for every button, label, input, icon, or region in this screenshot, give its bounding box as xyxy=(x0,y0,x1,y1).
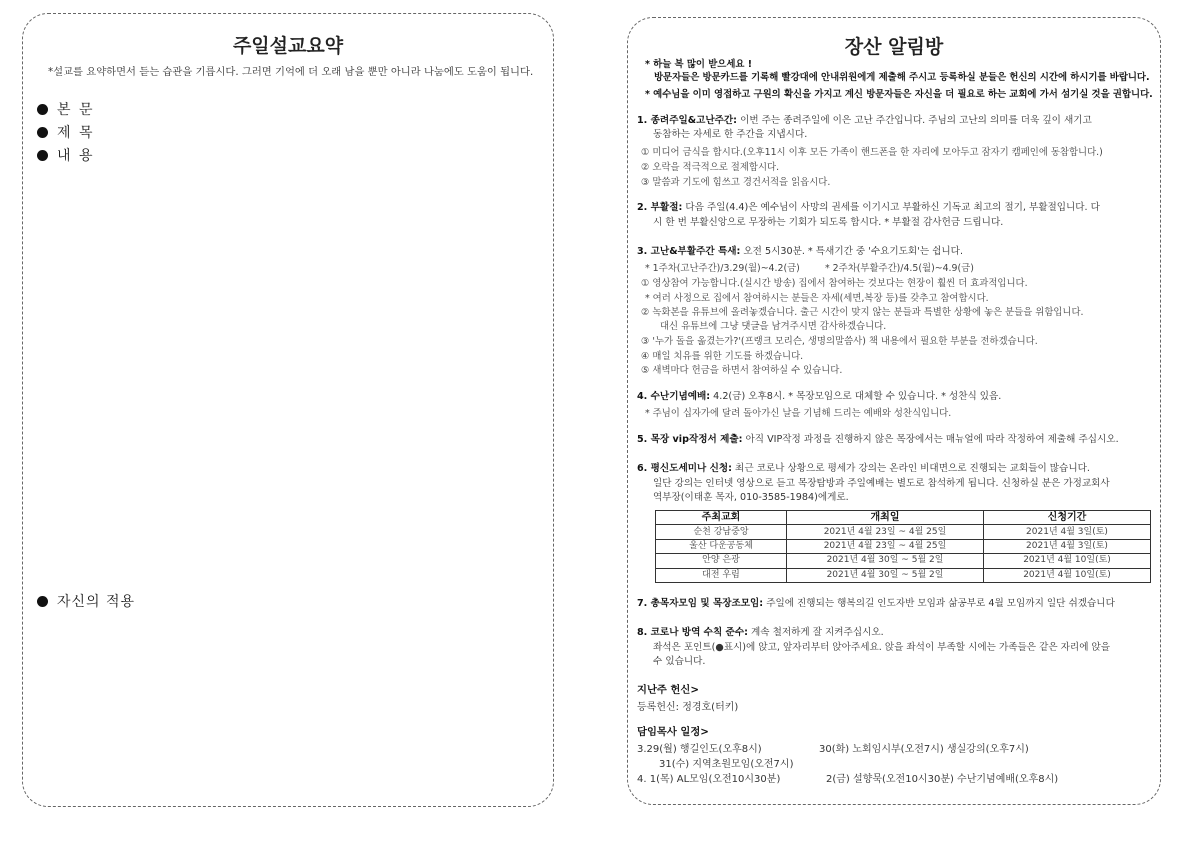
section-3-item-2-note: 대신 유튜브에 그냥 댓글을 남겨주시면 감사하겠습니다. xyxy=(660,321,887,332)
table-row xyxy=(656,539,1151,553)
section-3-item-1-note: * 여러 사정으로 집에서 참여하시는 분들은 자세(세면,복장 등)를 갖추고 참여합시다. xyxy=(645,293,989,304)
welcome-notice-2: 방문자들은 방문카드를 기록해 빨강대에 안내위원에게 제출해 주시고 등록하실 분들은 헌신의 시간에 하시기를 바랍니다. xyxy=(654,72,1150,83)
section-3 xyxy=(637,245,963,260)
section-6 xyxy=(637,462,1090,477)
table-row xyxy=(656,525,1151,539)
section-2-line-2: 시 한 번 부활신앙으로 무장하는 기회가 되도록 합시다. * 부활절 감사헌금 드립니다. xyxy=(653,217,1004,228)
section-7 xyxy=(637,597,1115,612)
section-4 xyxy=(637,390,1001,405)
schedule-row-3b: 2(금) 설향묵(오전10시30분) 수난기념예배(오후8시) xyxy=(826,774,1059,785)
section-3-line-1: 오전 5시30분. * 특새기간 중 '수요기도회'는 쉽니다. xyxy=(743,246,964,257)
section-3-item-3: ③ '누가 돌을 옮겼는가?'(프랭크 모리슨, 생명의말씀사) 책 내용에서 필요한 부분을 전하겠습니다. xyxy=(641,336,1038,347)
bullet-icon xyxy=(37,127,48,138)
section-1-line-1: 이번 주는 종려주일에 이은 고난 주간입니다. 주님의 고난의 의미를 더욱 깊이 새기고 xyxy=(740,115,1092,126)
table-cell: 2021년 4월 23일 ~ 4월 25일 xyxy=(787,525,984,539)
field-application: 자신의 적용 xyxy=(37,591,135,611)
sermon-summary-title: 주일설교요약 xyxy=(232,35,344,57)
section-1-item-2: ② 오락을 적극적으로 절제합시다. xyxy=(641,162,780,173)
table-header-deadline: 신청기간 xyxy=(984,511,1151,525)
offering-heading: 지난주 헌신> xyxy=(637,684,699,696)
section-1 xyxy=(637,114,1092,129)
section-8 xyxy=(637,626,884,641)
table-cell: 2021년 4월 10일(토) xyxy=(984,554,1151,568)
section-5-line-1: 아직 VIP작정 과정을 진행하지 않은 목장에서는 매뉴얼에 따라 작정하여 제출해 주십시오. xyxy=(745,434,1119,445)
visitor-notice: * 예수님을 이미 영접하고 구원의 확신을 가지고 계신 방문자들은 자신을 더 필요로 하는 교회에 가서 섬기실 것을 권합니다. xyxy=(645,89,1153,100)
table-row xyxy=(656,554,1151,568)
schedule-row-1a: 3.29(월) 행길인도(오후8시) xyxy=(637,744,762,755)
sermon-summary-panel xyxy=(22,13,554,807)
section-8-heading: 8. 코로나 방역 수칙 준수: xyxy=(637,627,748,638)
section-5 xyxy=(637,433,1119,448)
section-3-item-2: ② 녹화본을 유튜브에 올려놓겠습니다. 출근 시간이 맞지 않는 분들과 특별한 상황에 놓은 분들을 위함입니다. xyxy=(641,307,1084,318)
section-6-line-1: 최근 코로나 상황으로 평세가 강의는 온라인 비대면으로 진행되는 교회들이 많습니다. xyxy=(735,463,1090,474)
section-5-heading: 5. 목장 vip작정서 제출: xyxy=(637,434,743,445)
section-4-heading: 4. 수난기념예배: xyxy=(637,391,711,402)
schedule-heading: 담임목사 일정> xyxy=(637,726,709,738)
section-7-heading: 7. 총목자모임 및 목장조모임: xyxy=(637,598,764,609)
schedule-row-2: 31(수) 지역초원모임(오전7시) xyxy=(659,759,794,770)
section-3-week-2: * 2주차(부활주간)/4.5(월)~4.9(금) xyxy=(825,263,974,274)
table-header-dates: 개최일 xyxy=(787,511,984,525)
section-6-line-3: 역부장(이태훈 목자, 010-3585-1984)에게로. xyxy=(653,492,849,503)
seminar-table xyxy=(655,510,1151,583)
bullet-icon xyxy=(37,104,48,115)
section-1-heading: 1. 종려주일&고난주간: xyxy=(637,115,738,126)
table-cell: 울산 다운공동체 xyxy=(656,539,787,553)
section-1-item-3: ③ 말씀과 기도에 힘쓰고 경건서적을 읽읍시다. xyxy=(641,177,831,188)
section-3-item-1: ① 영상참여 가능합니다.(실시간 방송) 집에서 참여하는 것보다는 현장이 훨씬 더 효과적입니다. xyxy=(641,278,1028,289)
table-cell: 2021년 4월 3일(토) xyxy=(984,525,1151,539)
table-cell: 2021년 4월 3일(토) xyxy=(984,539,1151,553)
table-cell: 2021년 4월 30일 ~ 5월 2일 xyxy=(787,568,984,582)
table-cell: 안양 은광 xyxy=(656,554,787,568)
table-cell: 2021년 4월 23일 ~ 4월 25일 xyxy=(787,539,984,553)
section-3-week-1: * 1주차(고난주간)/3.29(월)~4.2(금) xyxy=(645,263,800,274)
field-title: 제 목 xyxy=(37,122,95,142)
table-cell: 대전 우림 xyxy=(656,568,787,582)
section-2-line-1: 다음 주일(4.4)은 예수님이 사망의 권세를 이기시고 부활하신 기독교 최고의 절기, 부활절입니다. 다 xyxy=(685,202,1100,213)
section-3-item-4: ④ 매일 치유를 위한 기도를 하겠습니다. xyxy=(641,351,804,362)
table-cell: 순천 강남중앙 xyxy=(656,525,787,539)
section-3-heading: 3. 고난&부활주간 특새: xyxy=(637,246,741,257)
field-content: 내 용 xyxy=(37,145,95,165)
section-3-item-5: ⑤ 새벽마다 헌금을 하면서 참여하실 수 있습니다. xyxy=(641,365,843,376)
table-cell: 2021년 4월 30일 ~ 5월 2일 xyxy=(787,554,984,568)
section-6-heading: 6. 평신도세미나 신청: xyxy=(637,463,732,474)
table-cell: 2021년 4월 10일(토) xyxy=(984,568,1151,582)
section-8-line-1: 계속 철저하게 잘 지켜주십시오. xyxy=(751,627,884,638)
section-8-line-2: 좌석은 포인트(●표시)에 앉고, 앞자리부터 앉아주세요. 앉을 좌석이 부족할 시에는 가족들은 같은 자리에 앉을 xyxy=(653,642,1111,653)
section-1-item-1: ① 미디어 금식을 합시다.(오후11시 이후 모든 가족이 핸드폰을 한 자리에 모아두고 잠자기 캠페인에 동참합니다.) xyxy=(641,147,1103,158)
section-1-line-2: 동참하는 자세로 한 주간을 지냅시다. xyxy=(653,129,808,140)
table-row xyxy=(656,568,1151,582)
bullet-icon xyxy=(37,596,48,607)
announcements-title: 장산 알림방 xyxy=(844,36,944,58)
table-header-row xyxy=(656,511,1151,525)
section-4-line-1: 4.2(금) 오후8시. * 목장모임으로 대체할 수 있습니다. * 성찬식 있음. xyxy=(713,391,1002,402)
schedule-row-1b: 30(화) 노회임시부(오전7시) 생실강의(오후7시) xyxy=(819,744,1029,755)
section-7-line-1: 주일에 진행되는 행복의길 인도자반 모임과 삶공부로 4월 모임까지 일단 쉬겠습니다 xyxy=(766,598,1115,609)
offering-line: 등록헌신: 정경호(터키) xyxy=(637,702,739,713)
welcome-notice-1: * 하늘 복 많이 받으세요 ! xyxy=(645,59,753,70)
table-header-host: 주최교회 xyxy=(656,511,787,525)
schedule-row-3a: 4. 1(목) AL모임(오전10시30분) xyxy=(637,774,781,785)
section-2-heading: 2. 부활절: xyxy=(637,202,683,213)
section-4-line-2: * 주님이 십자가에 달려 돌아가신 날을 기념해 드리는 예배와 성찬식입니다. xyxy=(645,408,952,419)
section-8-line-3: 수 있습니다. xyxy=(653,656,706,667)
field-scripture: 본 문 xyxy=(37,99,95,119)
section-6-line-2: 일단 강의는 인터넷 영상으로 듣고 목장탐방과 주일예배는 별도로 참석하게 됩니다. 신청하실 분은 가정교회사 xyxy=(653,478,1110,489)
section-2 xyxy=(637,201,1100,216)
bullet-icon xyxy=(37,150,48,161)
sermon-summary-subtitle: *설교를 요약하면서 듣는 습관을 기릅시다. 그러면 기억에 더 오래 남을 뿐만 아니라 나눔에도 도움이 됩니다. xyxy=(48,66,534,78)
